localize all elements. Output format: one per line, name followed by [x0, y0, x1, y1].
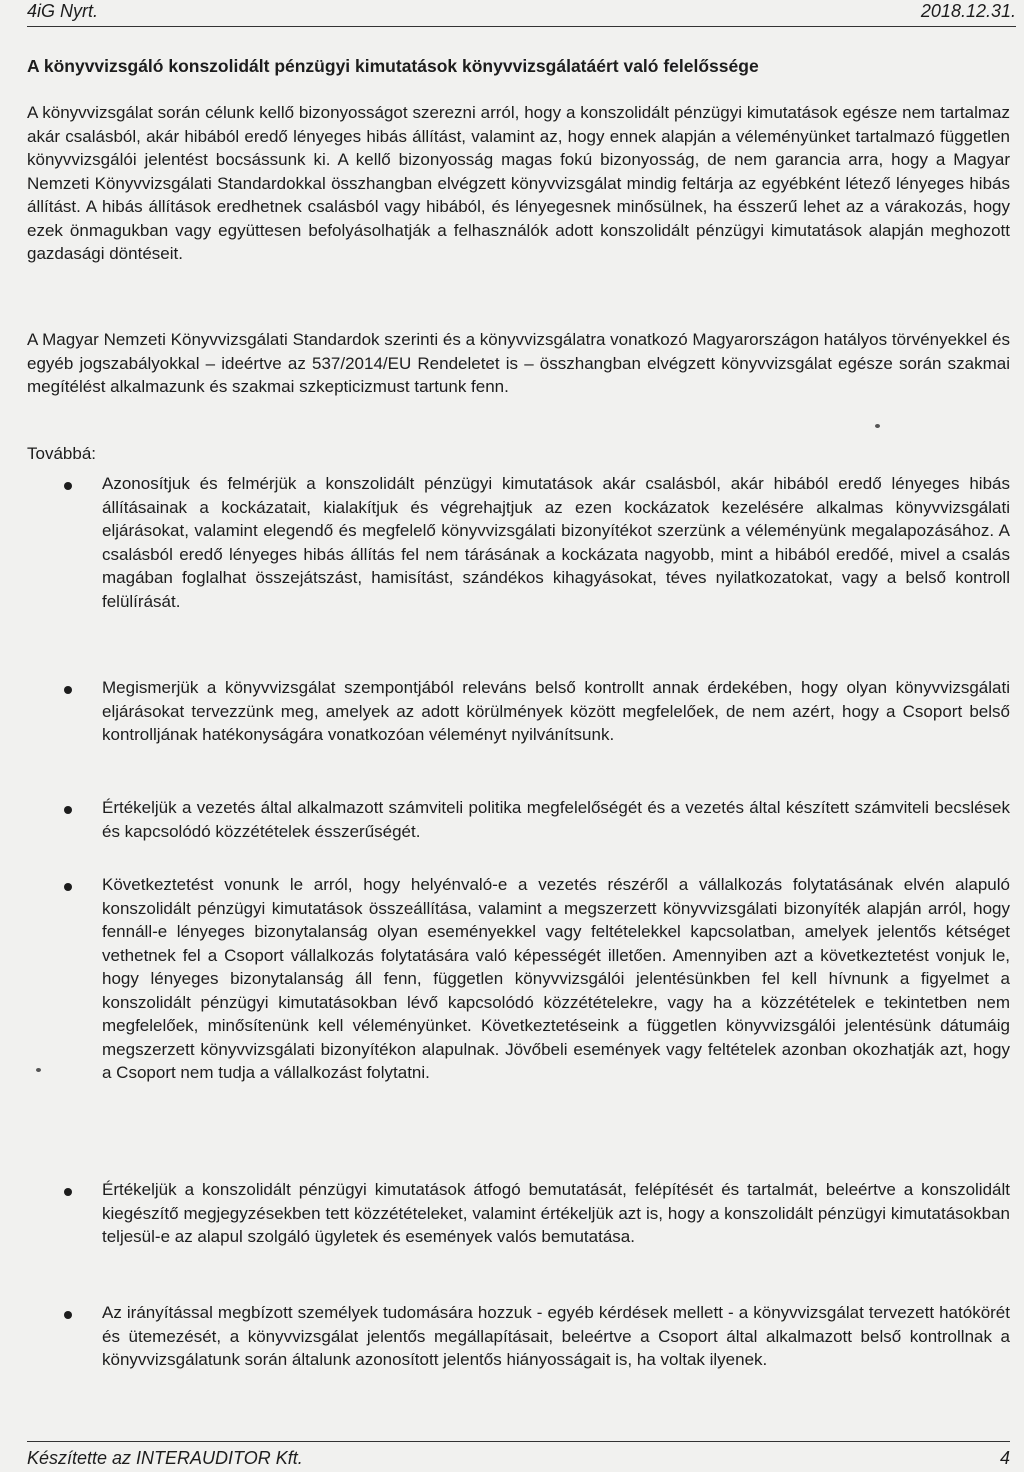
bullet-dot-icon [64, 482, 72, 490]
scan-speck [36, 1068, 41, 1072]
furthermore-label: Továbbá: [27, 444, 96, 463]
section-title: A könyvvizsgáló konszolidált pénzügyi kimutatások könyvvizsgálatáért való felelőssége [27, 56, 759, 76]
bullet-text: Értékeljük a vezetés által alkalmazott számviteli politika megfelelőségét és a vezetés által készített számviteli becslések és kapcsolódó közzétételek ésszerűségét. [102, 798, 1010, 841]
page-footer [27, 1441, 1010, 1472]
bullet-text: Az irányítással megbízott személyek tudomására hozzuk - egyéb kérdések mellett - a könyvvizsgálat tervezett hatókörét és ütemezését, a könyvvizsgálat jelentős megállapításait, beleértve a Csoport által alkalmazott belső kontrollnak a könyvvizsgálatunk során általunk azonosított jelentős hiányosságait is, ha voltak ilyenek. [102, 1303, 1010, 1369]
bullet-text: Értékeljük a konszolidált pénzügyi kimutatások átfogó bemutatását, felépítését és tartalmát, beleértve a konszolidált kiegészítő megjegyzésekben tett közzétételeket, valamint értékeljük azt is, hogy a konszolidált pénzügyi kimutatásokban teljesül-e az alapul szolgáló ügyletek és események valós bemutatása. [102, 1180, 1010, 1246]
bullet-dot-icon [64, 883, 72, 891]
page-header [27, 0, 1016, 27]
bullet-dot-icon [64, 1311, 72, 1319]
bullet-dot-icon [64, 806, 72, 814]
bullet-text: Megismerjük a könyvvizsgálat szempontjából releváns belső kontrollt annak érdekében, hogy olyan könyvvizsgálati eljárásokat tervezzünk meg, amelyek az adott körülmények között megfelelőek, de nem azért, hogy a Csoport belső kontrolljának hatékonyságára vonatkozóan véleményt nyilvánítsunk. [102, 678, 1010, 744]
scan-speck [875, 424, 880, 428]
header-date: 2018.12.31. [920, 1, 1016, 21]
bullet-text: Azonosítjuk és felmérjük a konszolidált pénzügyi kimutatások akár csalásból, akár hibából eredő lényeges hibás állításainak a kockázatait, kialakítjuk és végrehajtjuk az ezen kockázatok kezelésére alkalmas könyvvizsgálati eljárásokat, valamint elegendő és megfelelő könyvvizsgálati bizonyítékot szerzünk a véleményünk megalapozásához. A csalásból eredő lényeges hibás állítás fel nem tárásának a kockázata nagyobb, mint a hibából eredőé, mivel a csalás magában foglalhat összejátszást, hamisítást, szándékos kihagyásokat, téves nyilatkozatokat, vagy a belső kontroll felülírását. [102, 474, 1010, 611]
footer-prepared-by: Készítette az INTERAUDITOR Kft. [27, 1448, 303, 1468]
paragraph-reasonable-assurance: A könyvvizsgálat során célunk kellő bizonyosságot szerezni arról, hogy a konszolidált pénzügyi kimutatások egésze nem tartalmaz akár csalásból, akár hibából eredő lényeges hibás állítást, valamint az, hogy ennek alapján a véleményünket tartalmazó független könyvvizsgálói jelentést bocsássunk ki. A kellő bizonyosság magas fokú bizonyosság, de nem garancia arra, hogy a Magyar Nemzeti Könyvvizsgálati Standardokkal összhangban elvégzett könyvvizsgálat mindig feltárja az egyébként létező lényeges hibás állítást. A hibás állítások eredhetnek csalásból vagy hibából, és lényegesnek minősülnek, ha ésszerű lehet az a várakozás, hogy ezek önmagukban vagy együttesen befolyásolhatják a felhasználók adott konszolidált pénzügyi kimutatások alapján meghozott gazdasági döntéseit. [27, 103, 1010, 263]
footer-page-number: 4 [999, 1448, 1010, 1468]
bullet-text: Következtetést vonunk le arról, hogy helyénvaló-e a vezetés részéről a vállalkozás folytatásának elvén alapuló konszolidált pénzügyi kimutatások összeállítása, valamint a megszerzett könyvvizsgálati bizonyíték alapján arról, hogy fennáll-e lényeges bizonytalanság olyan eseményekkel vagy feltételekkel kapcsolatban, amelyek jelentős kétséget vethetnek fel a Csoport vállalkozás folytatására való képességét illetően. Amennyiben azt a következtetést vonjuk le, hogy lényeges bizonytalanság áll fenn, független könyvvizsgálói jelentésünkben fel kell hívnunk a figyelmet a konszolidált pénzügyi kimutatásokban lévő kapcsolódó közzétételekre, vagy ha a közzétételek e tekintetben nem megfelelőek, minősítenünk kell véleményünket. Következtetéseink a független könyvvizsgálói jelentésünk dátumáig megszerzett könyvvizsgálati bizonyítékon alapulnak. Jövőbeli események vagy feltételek azonban okozhatják azt, hogy a Csoport nem tudja a vállalkozást folytatni. [102, 875, 1010, 1082]
bullet-dot-icon [64, 686, 72, 694]
header-company: 4iG Nyrt. [27, 1, 99, 21]
paragraph-professional-judgement: A Magyar Nemzeti Könyvvizsgálati Standardok szerinti és a könyvvizsgálatra vonatkozó Magyarországon hatályos törvényekkel és egyéb jogszabályokkal – ideértve az 537/2014/EU Rendeletet is – összhangban elvégzett könyvvizsgálat egésze során szakmai megítélést alkalmazunk és szakmai szkepticizmust tartunk fenn. [27, 330, 1010, 396]
bullet-dot-icon [64, 1188, 72, 1196]
